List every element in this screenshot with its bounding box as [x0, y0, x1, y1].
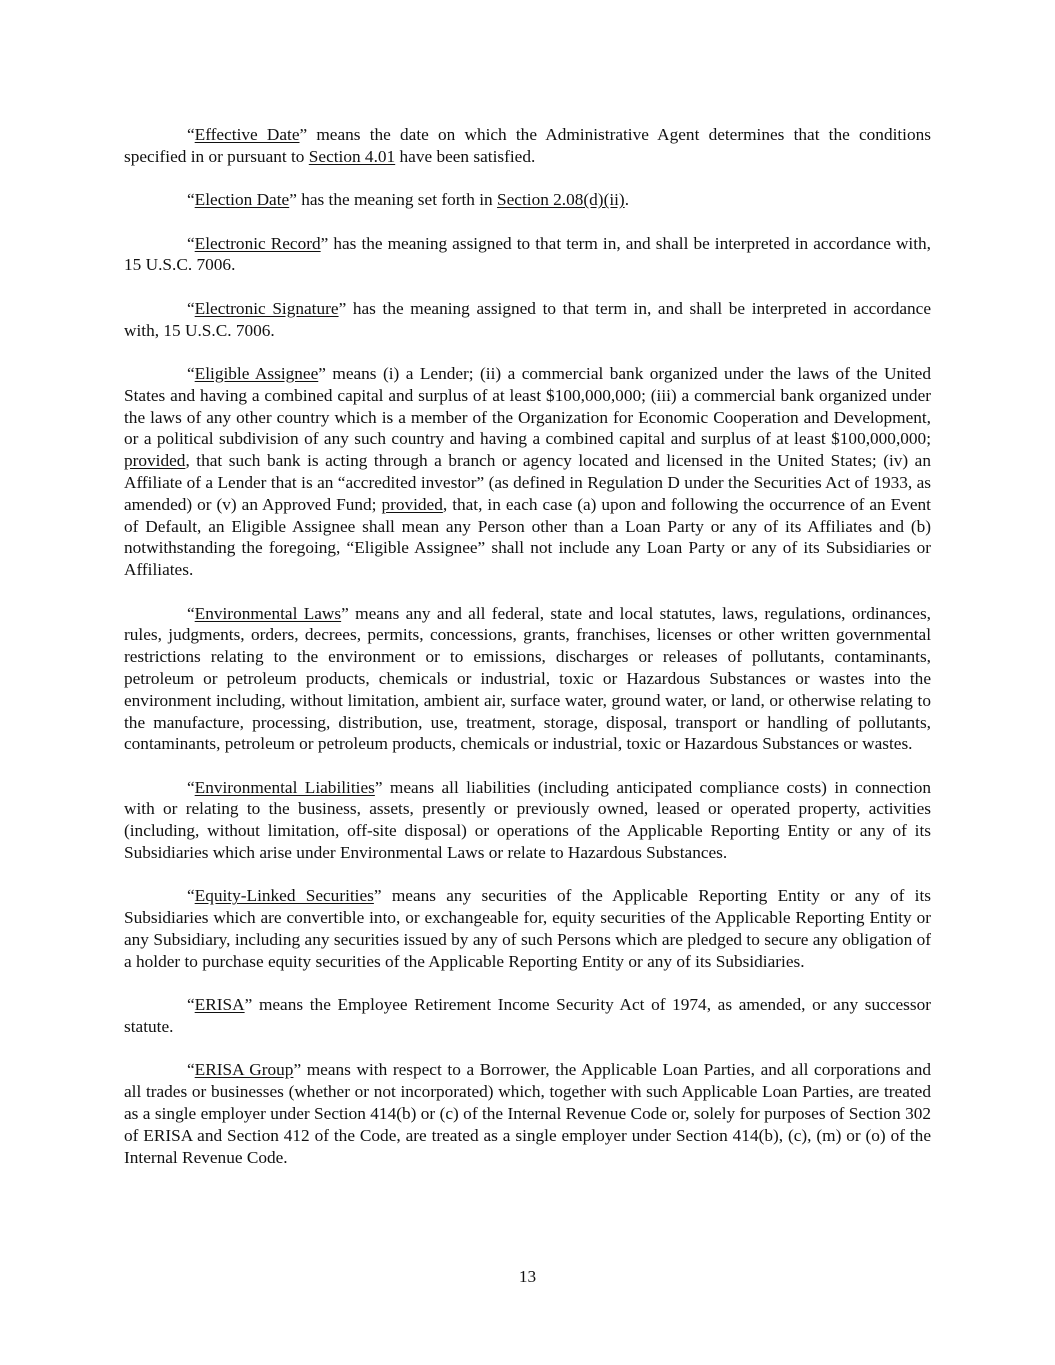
- underlined-term: Environmental Laws: [194, 603, 342, 623]
- definition-election-date: [124, 189, 931, 211]
- underlined-term: Equity-Linked Securities: [194, 886, 374, 906]
- underlined-term: Electronic Record: [194, 233, 321, 253]
- definition-text: “: [187, 777, 195, 797]
- underlined-term: Eligible Assignee: [194, 363, 319, 383]
- definition-equity-linked-securities: [124, 885, 931, 972]
- underlined-term: Section 2.08(d)(ii): [497, 190, 625, 210]
- underlined-term: Section 4.01: [308, 146, 396, 166]
- definition-text: “: [187, 125, 195, 144]
- definition-electronic-signature: [124, 298, 931, 342]
- definition-text: ” means any securities of the Applicable Reporting Entity or any of its Subsidiaries which are convertible into, or exchangeable for, equity securities of the Applicable Reporting Entity or any Subsidiary, including any securities issued by any of such Persons which are pledged to secure any obligation of a holder to purchase equity securities of the Applicable Reporting Entity or any of its Subsidiaries.: [124, 886, 931, 971]
- definition-electronic-record: [124, 233, 931, 277]
- definition-text: ” means the Employee Retirement Income Security Act of 1974, as amended, or any successor statute.: [124, 995, 931, 1037]
- definition-text: ” has the meaning assigned to that term in, and shall be interpreted in accordance with, 15 U.S.C. 7006.: [124, 298, 932, 340]
- underlined-term: provided: [124, 451, 186, 471]
- definition-effective-date: [124, 124, 931, 168]
- definition-erisa-group: [124, 1059, 931, 1168]
- definition-environmental-liabilities: [124, 777, 931, 864]
- definition-text: ” means all liabilities (including anticipated compliance costs) in connection with or relating to the business, assets, presently or previously owned, leased or operated property, activities (including, without limitation, off-site disposal) or operations of the Applicable Reporting Entity or any of its Subsidiaries which arise under Environmental Laws or relate to Hazardous Substances.: [124, 777, 931, 863]
- definition-text: “: [187, 886, 195, 906]
- definition-eligible-assignee: [124, 363, 931, 581]
- definition-text: ” means any and all federal, state and local statutes, laws, regulations, ordinances, rules, judgments, orders, decrees, permits, concessions, grants, franchises, licenses or other written governmental restrictions relating to the environment or to emissions, discharges or releases of pollutants, contaminants, petroleum or petroleum products, chemicals or industrial, toxic or Hazardous Substances or wastes into the environment including, without limitation, ambient air, surface water, ground water, or land, or otherwise relating to the manufacture, processing, distribution, use, treatment, storage, disposal, transport or handling of pollutants, contaminants, petroleum or petroleum products, chemicals or industrial, toxic or Hazardous Substances or wastes.: [124, 603, 931, 754]
- underlined-term: Election Date: [194, 190, 290, 210]
- definition-text: “: [187, 298, 195, 318]
- definition-text: ” means (i) a Lender; (ii) a commercial bank organized under the laws of the United States and having a combined capital and surplus of at least $100,000,000; (iii) a commercial bank organized under the laws of any other country which is a member of the Organization for Economic Cooperation and Development, or a political subdivision of any such country and having a combined capital and surplus of at least $100,000,000;: [124, 363, 931, 449]
- definition-text: have been satisfied.: [395, 146, 536, 166]
- page-number: 13: [518, 1267, 537, 1286]
- document-body: [124, 124, 931, 1190]
- definition-text: ” means the date on which the Administrative Agent determines that the conditions specified in or pursuant to: [124, 125, 931, 166]
- definition-text: “: [187, 995, 195, 1015]
- definition-text: ” means with respect to a Borrower, the Applicable Loan Parties, and all corporations and all trades or businesses (whether or not incorporated) which, together with such Applicable Loan Parties, are treated as a single employer under Section 414(b) or (c) of the Internal Revenue Code or, solely for purposes of Section 302 of ERISA and Section 412 of the Code, are treated as a single employer under Section 414(b), (c), (m) or (o) of the Internal Revenue Code.: [124, 1060, 931, 1167]
- definition-text: “: [187, 190, 195, 210]
- definition-erisa: [124, 994, 931, 1038]
- underlined-term: Environmental Liabilities: [194, 777, 375, 797]
- underlined-term: ERISA Group: [194, 1060, 294, 1080]
- definition-text: “: [187, 1060, 195, 1080]
- definition-text: “: [187, 363, 195, 383]
- underlined-term: Effective Date: [194, 125, 300, 144]
- underlined-term: Electronic Signature: [194, 298, 339, 318]
- definition-text: ” has the meaning set forth in: [289, 190, 498, 210]
- underlined-term: ERISA: [194, 995, 245, 1015]
- definition-text: “: [187, 603, 195, 623]
- definition-text: , that such bank is acting through a branch or agency located and licensed in the United States; (iv) an Affiliate of a Lender that is an “accredited investor” (as defined in Regulation D under the Securities Act of 1933, as amended) or (v) an Approved Fund;: [124, 451, 931, 514]
- definition-text: ” has the meaning assigned to that term in, and shall be interpreted in accordance with, 15 U.S.C. 7006.: [124, 233, 932, 275]
- definition-environmental-laws: [124, 603, 931, 756]
- definition-text: , that, in each case (a) upon and following the occurrence of an Event of Default, an Eligible Assignee shall mean any Person other than a Loan Party or any of its Affiliates and (b) notwithstanding the foregoing, “Eligible Assignee” shall not include any Loan Party or any of its Subsidiaries or Affiliates.: [124, 494, 931, 580]
- definition-text: “: [187, 233, 195, 253]
- definition-text: .: [624, 190, 630, 210]
- underlined-term: provided: [381, 494, 443, 514]
